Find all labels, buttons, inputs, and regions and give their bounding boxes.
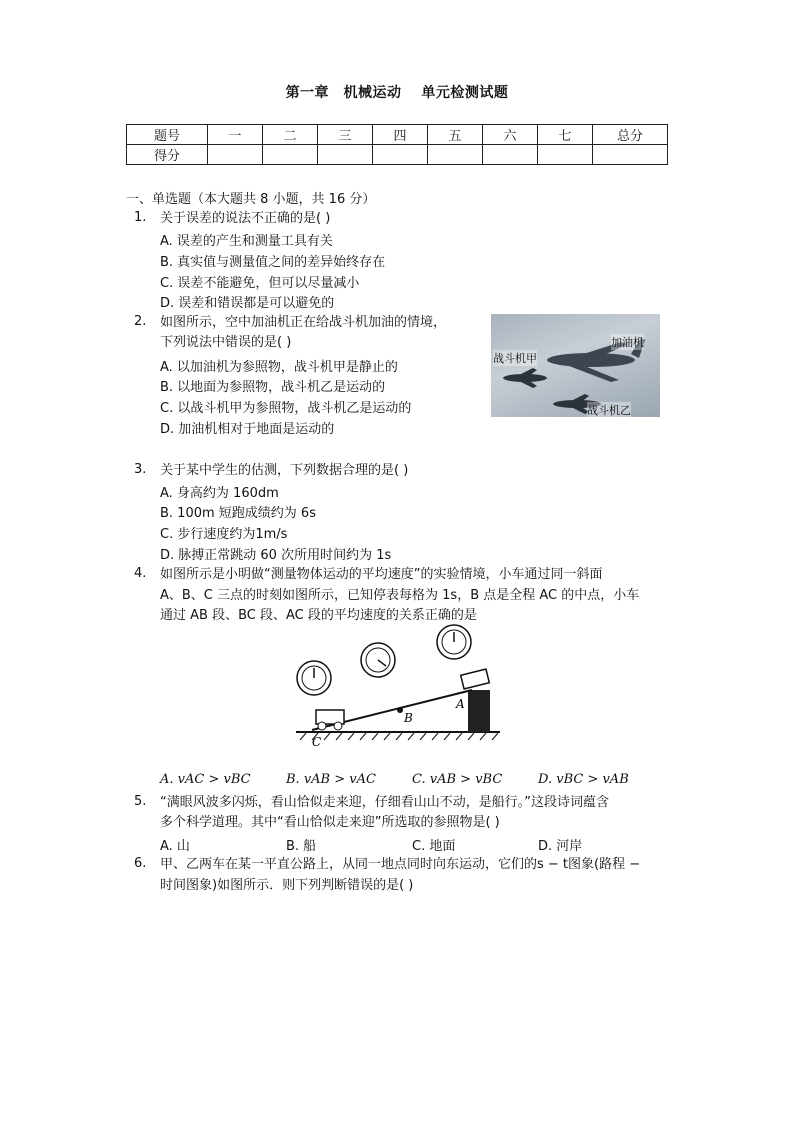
score-header-cell: 七 (538, 125, 593, 145)
question-number: 1. (134, 210, 147, 225)
option-b: B. vAB > vAC (286, 772, 376, 787)
option-a: A. 山 (160, 839, 190, 854)
score-cell (483, 145, 538, 165)
question-number: 6. (134, 856, 147, 871)
score-cell (208, 145, 263, 165)
score-header-cell: 六 (483, 125, 538, 145)
score-table-score-row (127, 145, 668, 165)
question-stem: “满眼风波多闪烁，看山恰似走来迎，仔细看山山不动，是船行。”这段诗词蕴含 (160, 795, 609, 810)
score-cell (428, 145, 483, 165)
question-stem: 如图所示，空中加油机正在给战斗机加油的情境， (160, 315, 447, 330)
tanker-label: 加油机 (611, 336, 644, 349)
refueling-photo (491, 314, 660, 417)
option-c: C. vAB > vBC (412, 772, 503, 787)
score-header-cell: 五 (428, 125, 483, 145)
question-number: 3. (134, 462, 147, 477)
option-b: B. 真实值与测量值之间的差异始终存在 (160, 255, 386, 270)
score-cell (263, 145, 318, 165)
option-a: A. 身高约为 160dm (160, 486, 279, 501)
question-number: 5. (134, 794, 147, 809)
option-b: B. 100m 短跑成绩约为 6s (160, 506, 316, 521)
option-c: C. 步行速度约为1m/s (160, 527, 288, 542)
score-cell (318, 145, 373, 165)
point-c-label: C (312, 735, 322, 749)
question-stem: 关于误差的说法不正确的是( ) (160, 211, 331, 226)
page-title: 第一章 机械运动 单元检测试题 (285, 85, 509, 101)
question-number: 4. (134, 566, 147, 581)
question-stem: 甲、乙两车在某一平直公路上，从同一地点同时向东运动，它们的s − t图象(路程 − (160, 857, 641, 872)
option-c: C. 误差不能避免，但可以尽量减小 (160, 276, 360, 291)
question-stem: 关于某中学生的估测，下列数据合理的是( ) (160, 463, 409, 478)
option-d: D. 脉搏正常跳动 60 次所用时间约为 1s (160, 548, 392, 563)
score-header-cell: 总分 (593, 125, 668, 145)
jet-b-label: 战斗机乙 (587, 404, 631, 417)
point-a-label: A (456, 697, 465, 711)
score-table-header-row (127, 125, 668, 145)
question-number: 2. (134, 314, 147, 329)
score-header-cell: 三 (318, 125, 373, 145)
option-c: C. 以战斗机甲为参照物，战斗机乙是运动的 (160, 401, 412, 416)
question-stem: 下列说法中错误的是( ) (160, 335, 292, 350)
point-b-label: B (404, 711, 413, 725)
section-heading: 一、单选题（本大题共 8 小题，共 16 分） (126, 192, 376, 207)
option-d: D. 误差和错误都是可以避免的 (160, 296, 335, 311)
option-a: A. 误差的产生和测量工具有关 (160, 234, 333, 249)
score-header-cell: 四 (373, 125, 428, 145)
score-cell (373, 145, 428, 165)
option-d: D. 加油机相对于地面是运动的 (160, 422, 335, 437)
option-a: A. 以加油机为参照物，战斗机甲是静止的 (160, 360, 398, 375)
score-header-cell: 一 (208, 125, 263, 145)
score-cell (538, 145, 593, 165)
option-a: A. vAC > vBC (160, 772, 251, 787)
score-table (126, 124, 668, 165)
option-d: D. vBC > vAB (538, 772, 629, 787)
option-d: D. 河岸 (538, 839, 583, 854)
question-stem: 时间图象)如图所示．则下列判断错误的是( ) (160, 878, 414, 893)
jet-a-label: 战斗机甲 (493, 352, 537, 365)
score-header-cell: 二 (263, 125, 318, 145)
incline-diagram (292, 622, 504, 750)
question-stem: 如图所示是小明做“测量物体运动的平均速度”的实验情境，小车通过同一斜面 (160, 567, 603, 582)
question-stem: 多个科学道理。其中“看山恰似走来迎”所选取的参照物是( ) (160, 815, 500, 830)
option-b: B. 船 (286, 839, 317, 854)
score-row-label: 得分 (127, 145, 208, 165)
score-cell (593, 145, 668, 165)
option-c: C. 地面 (412, 839, 456, 854)
option-b: B. 以地面为参照物，战斗机乙是运动的 (160, 380, 386, 395)
question-stem: 通过 AB 段、BC 段、AC 段的平均速度的关系正确的是 (160, 608, 477, 623)
score-header-cell: 题号 (127, 125, 208, 145)
question-stem: A、B、C 三点的时刻如图所示，已知停表每格为 1s，B 点是全程 AC 的中点，小车 (160, 588, 640, 603)
